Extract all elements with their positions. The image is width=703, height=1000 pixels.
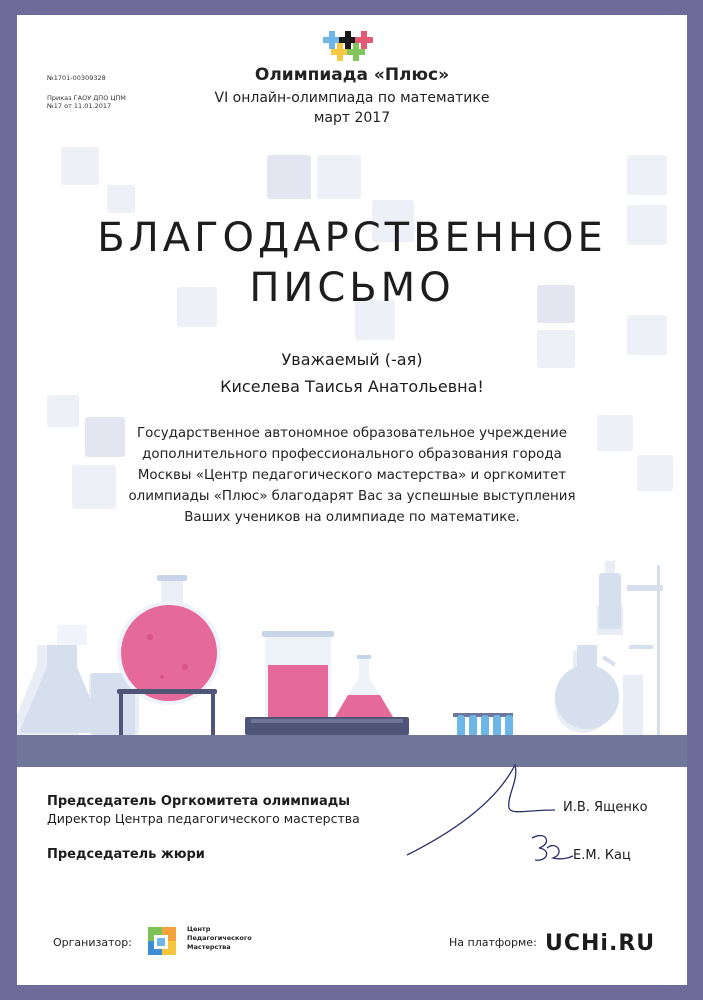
organizer-name (187, 925, 252, 952)
body-line: олимпиады «Плюс» благодарят Вас за успешные выступления (128, 489, 576, 504)
olympiad-date: март 2017 (313, 110, 391, 126)
olympiad-name: Олимпиада «Плюс» (254, 65, 450, 85)
uchi-ru-logo: UCHi.RU (545, 931, 656, 956)
letter-body (117, 423, 587, 528)
title-line-1: БЛАГОДАРСТВЕННОЕ (97, 215, 607, 261)
bg-square (47, 395, 79, 427)
organizer-label: Организатор: (53, 936, 132, 949)
signature-kats-icon (517, 830, 577, 870)
bg-square (317, 155, 361, 199)
bg-square (597, 415, 633, 451)
bg-square (637, 455, 673, 491)
organizer-line: Центр (187, 925, 211, 933)
recipient-name: Киселева Таисья Анатольевна! (220, 377, 484, 396)
chair-org-title: Председатель Оргкомитета олимпиады (47, 794, 351, 809)
salutation: Уважаемый (-ая) (281, 350, 423, 369)
bg-square (61, 147, 99, 185)
bg-square (267, 155, 311, 199)
body-line: Ваших учеников на олимпиаде по математике. (184, 510, 520, 525)
order-line-2: №17 от 11.01.2017 (47, 102, 112, 110)
body-line: Государственное автономное образовательное учреждение (136, 426, 567, 441)
body-line: дополнительного профессионального образования города (142, 447, 562, 462)
order-line-1: Приказ ГАОУ ДПО ЦПМ (47, 94, 126, 102)
organizer-line: Мастерства (187, 943, 231, 951)
chair-jury-title: Председатель жюри (47, 847, 205, 862)
platform-label: На платформе: (449, 936, 537, 949)
certificate-sheet (17, 15, 687, 985)
organizer-line: Педагогического (187, 934, 252, 942)
bg-square (627, 155, 667, 195)
chair-jury-name: Е.М. Кац (573, 848, 631, 863)
laboratory-illustration (17, 545, 687, 785)
olympiad-plus-logo-icon (317, 27, 377, 67)
bg-square (72, 465, 116, 509)
certificate-number: №1701-00309328 (47, 74, 106, 82)
bg-square (627, 315, 667, 355)
title-line-2: ПИСЬМО (249, 265, 455, 311)
cpm-logo-icon (144, 921, 184, 961)
chair-org-name: И.В. Ященко (563, 800, 648, 815)
body-line: Москвы «Центр педагогического мастерства» и оргкомитет (137, 468, 567, 483)
chair-org-position: Директор Центра педагогического мастерства (47, 811, 360, 826)
bg-square (107, 185, 135, 213)
olympiad-subtitle: VI онлайн-олимпиада по математике (214, 90, 490, 106)
